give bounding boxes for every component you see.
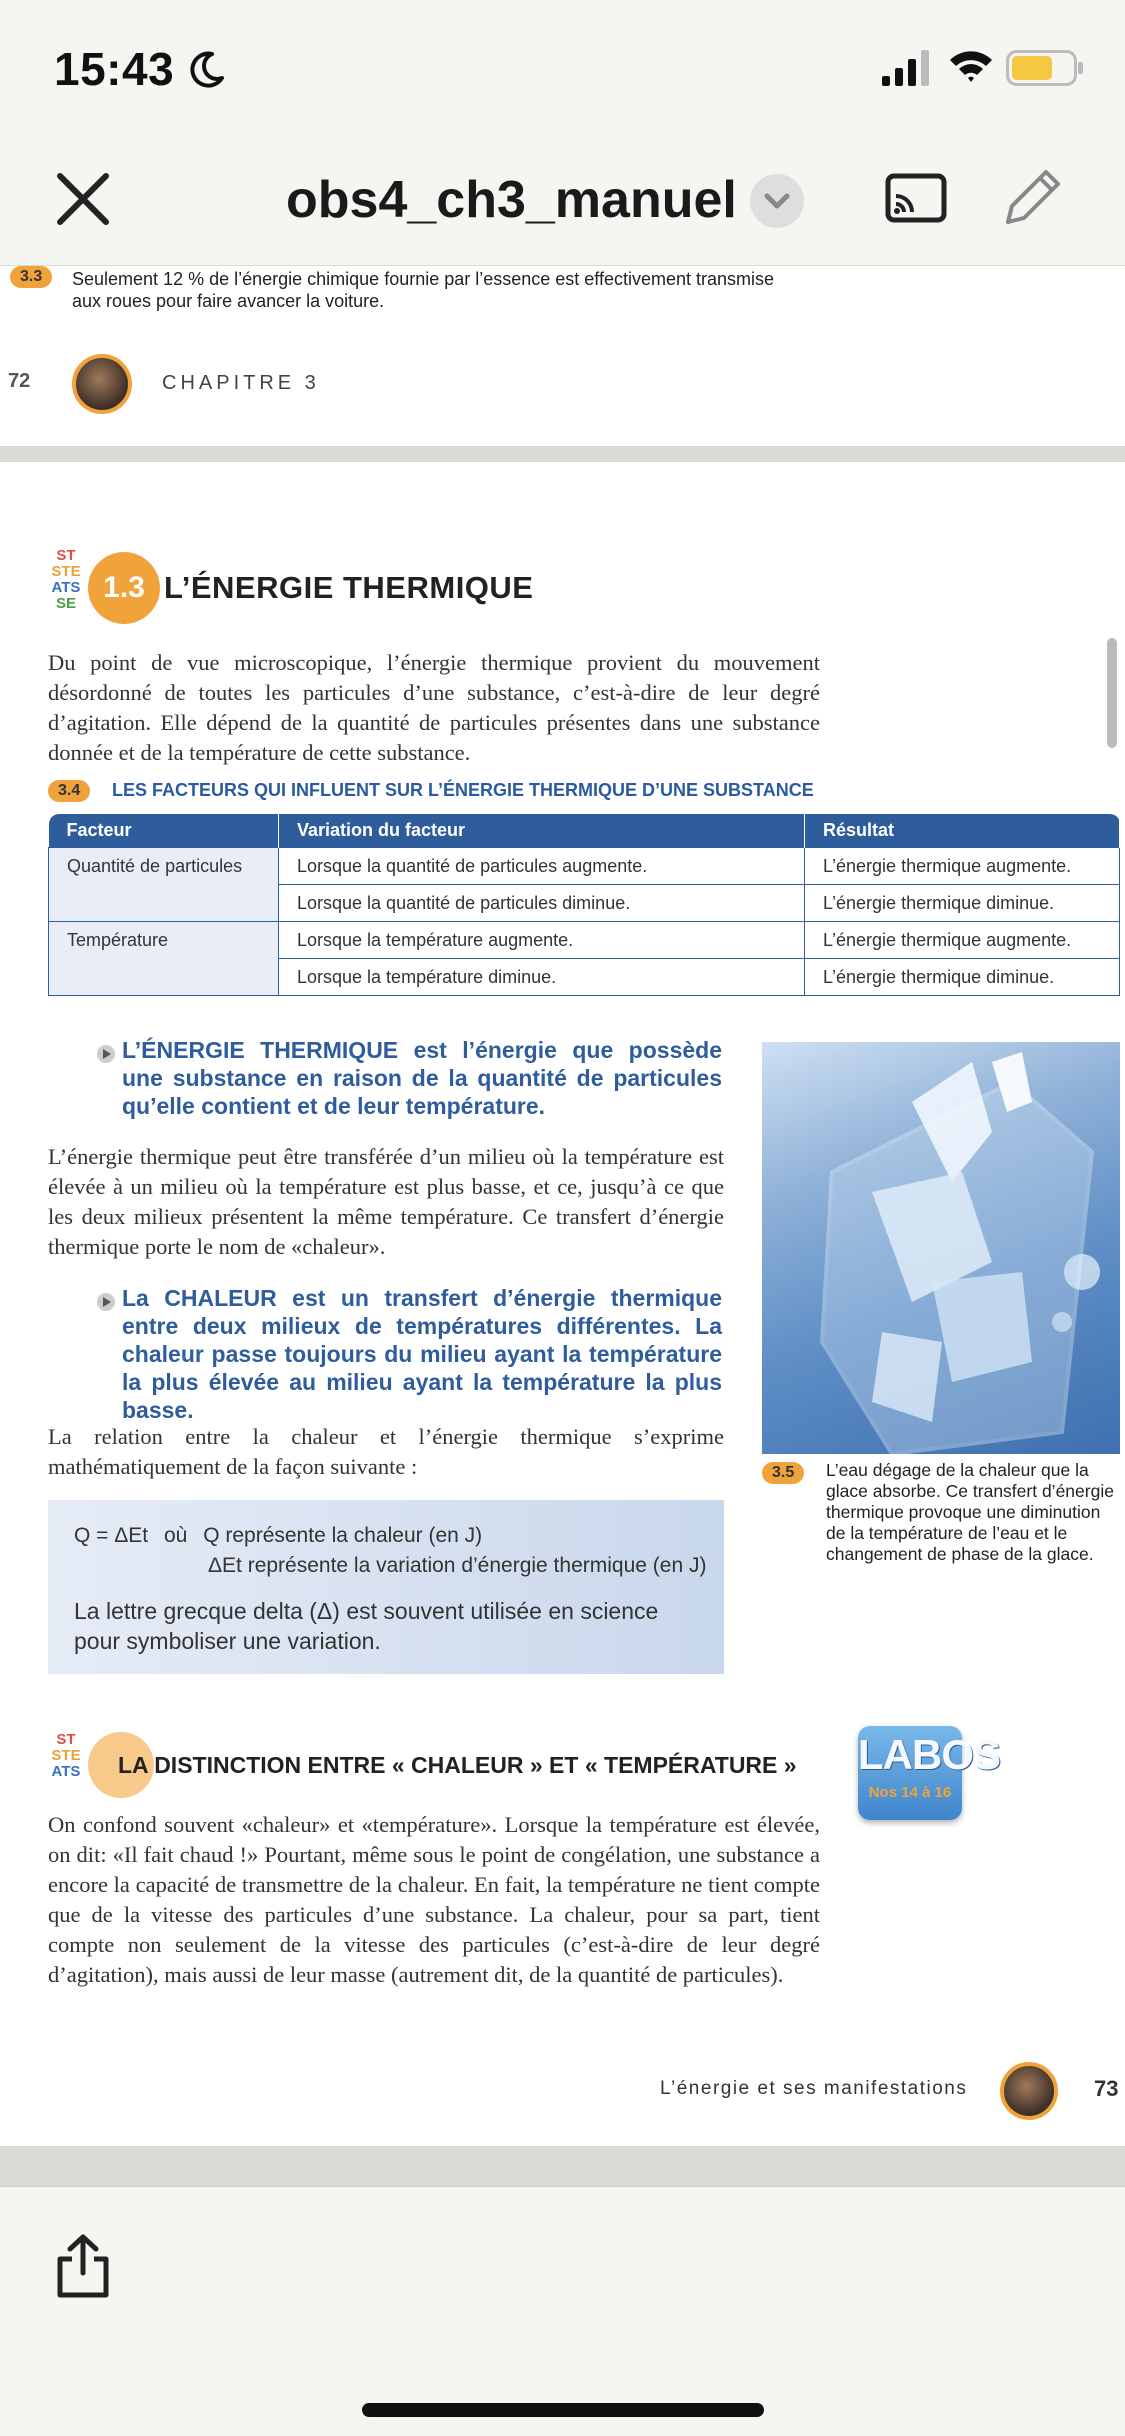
chapter-logo	[72, 354, 132, 414]
table-header: Variation du facteur	[279, 814, 805, 848]
level-tag-ats: ATS	[51, 1763, 81, 1780]
table-header-row	[49, 814, 1120, 848]
formula-q-description: Q représente la chaleur (en J)	[203, 1524, 483, 1547]
section-number: 1.3	[88, 552, 160, 624]
table-cell: L’énergie thermique diminue.	[805, 959, 1120, 996]
formula-equation-line	[74, 1524, 482, 1548]
figure-badge: 3.5	[762, 1462, 804, 1484]
labos-numbers: Nos 14 à 16	[868, 1784, 952, 1801]
table-cell: L’énergie thermique diminue.	[805, 885, 1120, 922]
chapter-label: CHAPITRE 3	[162, 372, 320, 394]
labos-badge[interactable]	[858, 1726, 1000, 1820]
formula-box	[48, 1500, 724, 1674]
factors-table	[48, 814, 1120, 996]
table-cell: Lorsque la température augmente.	[279, 922, 805, 959]
level-tag-ste: STE	[51, 563, 81, 580]
glass-of-ice-image	[762, 1042, 1120, 1454]
close-icon[interactable]	[54, 170, 112, 228]
level-tag-ats: ATS	[51, 579, 81, 596]
table-header: Résultat	[805, 814, 1120, 848]
definition-bullet-icon	[96, 1044, 116, 1064]
edit-pencil-icon[interactable]	[1000, 164, 1066, 230]
bottom-toolbar	[0, 2186, 1125, 2436]
chapter-logo	[1000, 2062, 1058, 2120]
intro-paragraph: Du point de vue microscopique, l’énergie thermique provient du mouvement désordonné de toutes les particules d’une substance, c’est-à-dire de leur degré d’agitation. Elle dépend de la quantité de particules présentes dans une substance donnée et de la température de cette substance.	[48, 650, 820, 765]
table-cell: Lorsque la quantité de particules augmente.	[279, 848, 805, 885]
definition-bullet-icon	[96, 1292, 116, 1312]
level-tag-st: ST	[56, 1731, 76, 1748]
photo-caption: L’eau dégage de la chaleur que la glace absorbe. Ce transfert d’énergie thermique provoque une diminution de la température de l’eau et le changement de phase de la glace.	[826, 1460, 1114, 1564]
cast-icon[interactable]	[884, 170, 948, 228]
table-caption: LES FACTEURS QUI INFLUENT SUR L’ÉNERGIE THERMIQUE D’UNE SUBSTANCE	[112, 780, 814, 800]
section-title: L’ÉNERGIE THERMIQUE	[164, 570, 534, 605]
figure-caption: Seulement 12 % de l’énergie chimique fournie par l’essence est effectivement transmise aux roues pour faire avancer la voiture.	[72, 269, 775, 311]
status-bar	[0, 0, 1125, 140]
level-tags	[48, 548, 84, 612]
table-row	[49, 848, 1120, 885]
formula-where: où	[163, 1524, 188, 1547]
figure-badge: 3.3	[10, 266, 52, 288]
table-badge: 3.4	[48, 780, 90, 802]
table-cell: Lorsque la température diminue.	[279, 959, 805, 996]
table-cell: Lorsque la quantité de particules diminue.	[279, 885, 805, 922]
level-tag-ste: STE	[51, 1747, 81, 1764]
page-number: 73	[1094, 2076, 1119, 2101]
definition-heat: La CHALEUR est un transfert d’énergie thermique entre deux milieux de températures différentes. La chaleur passe toujours du milieu ayant la température la plus élevée au milieu ayant la température la plus basse.	[122, 1285, 722, 1423]
chevron-down-icon	[750, 174, 804, 228]
wifi-icon	[948, 48, 994, 86]
relation-paragraph: La relation entre la chaleur et l’énergie thermique s’exprime mathématiquement de la façon suivante :	[48, 1424, 724, 1479]
table-cell: L’énergie thermique augmente.	[805, 848, 1120, 885]
page-number: 72	[8, 370, 31, 392]
document-title[interactable]: obs4_ch3_manuel	[286, 171, 737, 229]
document-viewer[interactable]	[0, 266, 1125, 2186]
battery-icon	[1006, 50, 1084, 86]
page-73	[0, 462, 1125, 2146]
scrollbar[interactable]	[1107, 638, 1117, 748]
level-tag-se: SE	[55, 595, 76, 612]
ice-water-photo	[762, 1042, 1120, 1454]
home-indicator[interactable]	[362, 2403, 764, 2417]
cellular-signal-icon	[880, 50, 932, 86]
share-icon[interactable]	[54, 2233, 112, 2299]
moon-icon	[188, 50, 226, 88]
labos-label: LABOS	[858, 1731, 1000, 1778]
title-menu-button[interactable]	[750, 174, 804, 228]
formula-delta-description: ΔEt représente la variation d’énergie thermique (en J)	[208, 1554, 707, 1577]
table-cell-factor: Quantité de particules	[49, 848, 279, 922]
level-tags	[48, 1732, 84, 1780]
table-cell-factor: Température	[49, 922, 279, 996]
level-tag-st: ST	[56, 547, 76, 564]
status-time: 15:43	[54, 43, 175, 95]
transfer-paragraph: L’énergie thermique peut être transférée d’un milieu où la température est élevée à un milieu où la température est plus basse, et ce, jusqu’à ce que les deux milieux présentent la même température. Ce transfert d’énergie thermique porte le nom de «chaleur».	[48, 1144, 724, 1259]
formula-note: La lettre grecque delta (Δ) est souvent utilisée en science pour symboliser une variation.	[74, 1598, 659, 1654]
page-72	[0, 266, 1125, 446]
table-header: Facteur	[49, 814, 279, 848]
subsection-title: LA DISTINCTION ENTRE « CHALEUR » ET « TEMPÉRATURE »	[118, 1752, 797, 1778]
formula-equation: Q = ΔEt	[74, 1524, 149, 1547]
distinction-paragraph: On confond souvent «chaleur» et «température». Lorsque la température est élevée, on dit: «Il fait chaud !» Pourtant, même sous le point de congélation, une substance a encore la capacité de transmettre de la chaleur. En fait, la température ne tient compte que de la vitesse des particules d’une substance. La chaleur, pour sa part, tient compte non seulement de la vitesse des particules (c’est-à-dire de leur degré d’agitation), mais aussi de leur masse (autrement dit, de la quantité de particules).	[48, 1812, 820, 1987]
definition-thermal-energy: L’ÉNERGIE THERMIQUE est l’énergie que possède une substance en raison de la quantité de particules qu’elle contient et de leur température.	[122, 1037, 722, 1119]
table-cell: L’énergie thermique augmente.	[805, 922, 1120, 959]
table-row	[49, 922, 1120, 959]
page-footer-title: L’énergie et ses manifestations	[660, 2078, 968, 2099]
navigation-bar	[0, 140, 1125, 266]
